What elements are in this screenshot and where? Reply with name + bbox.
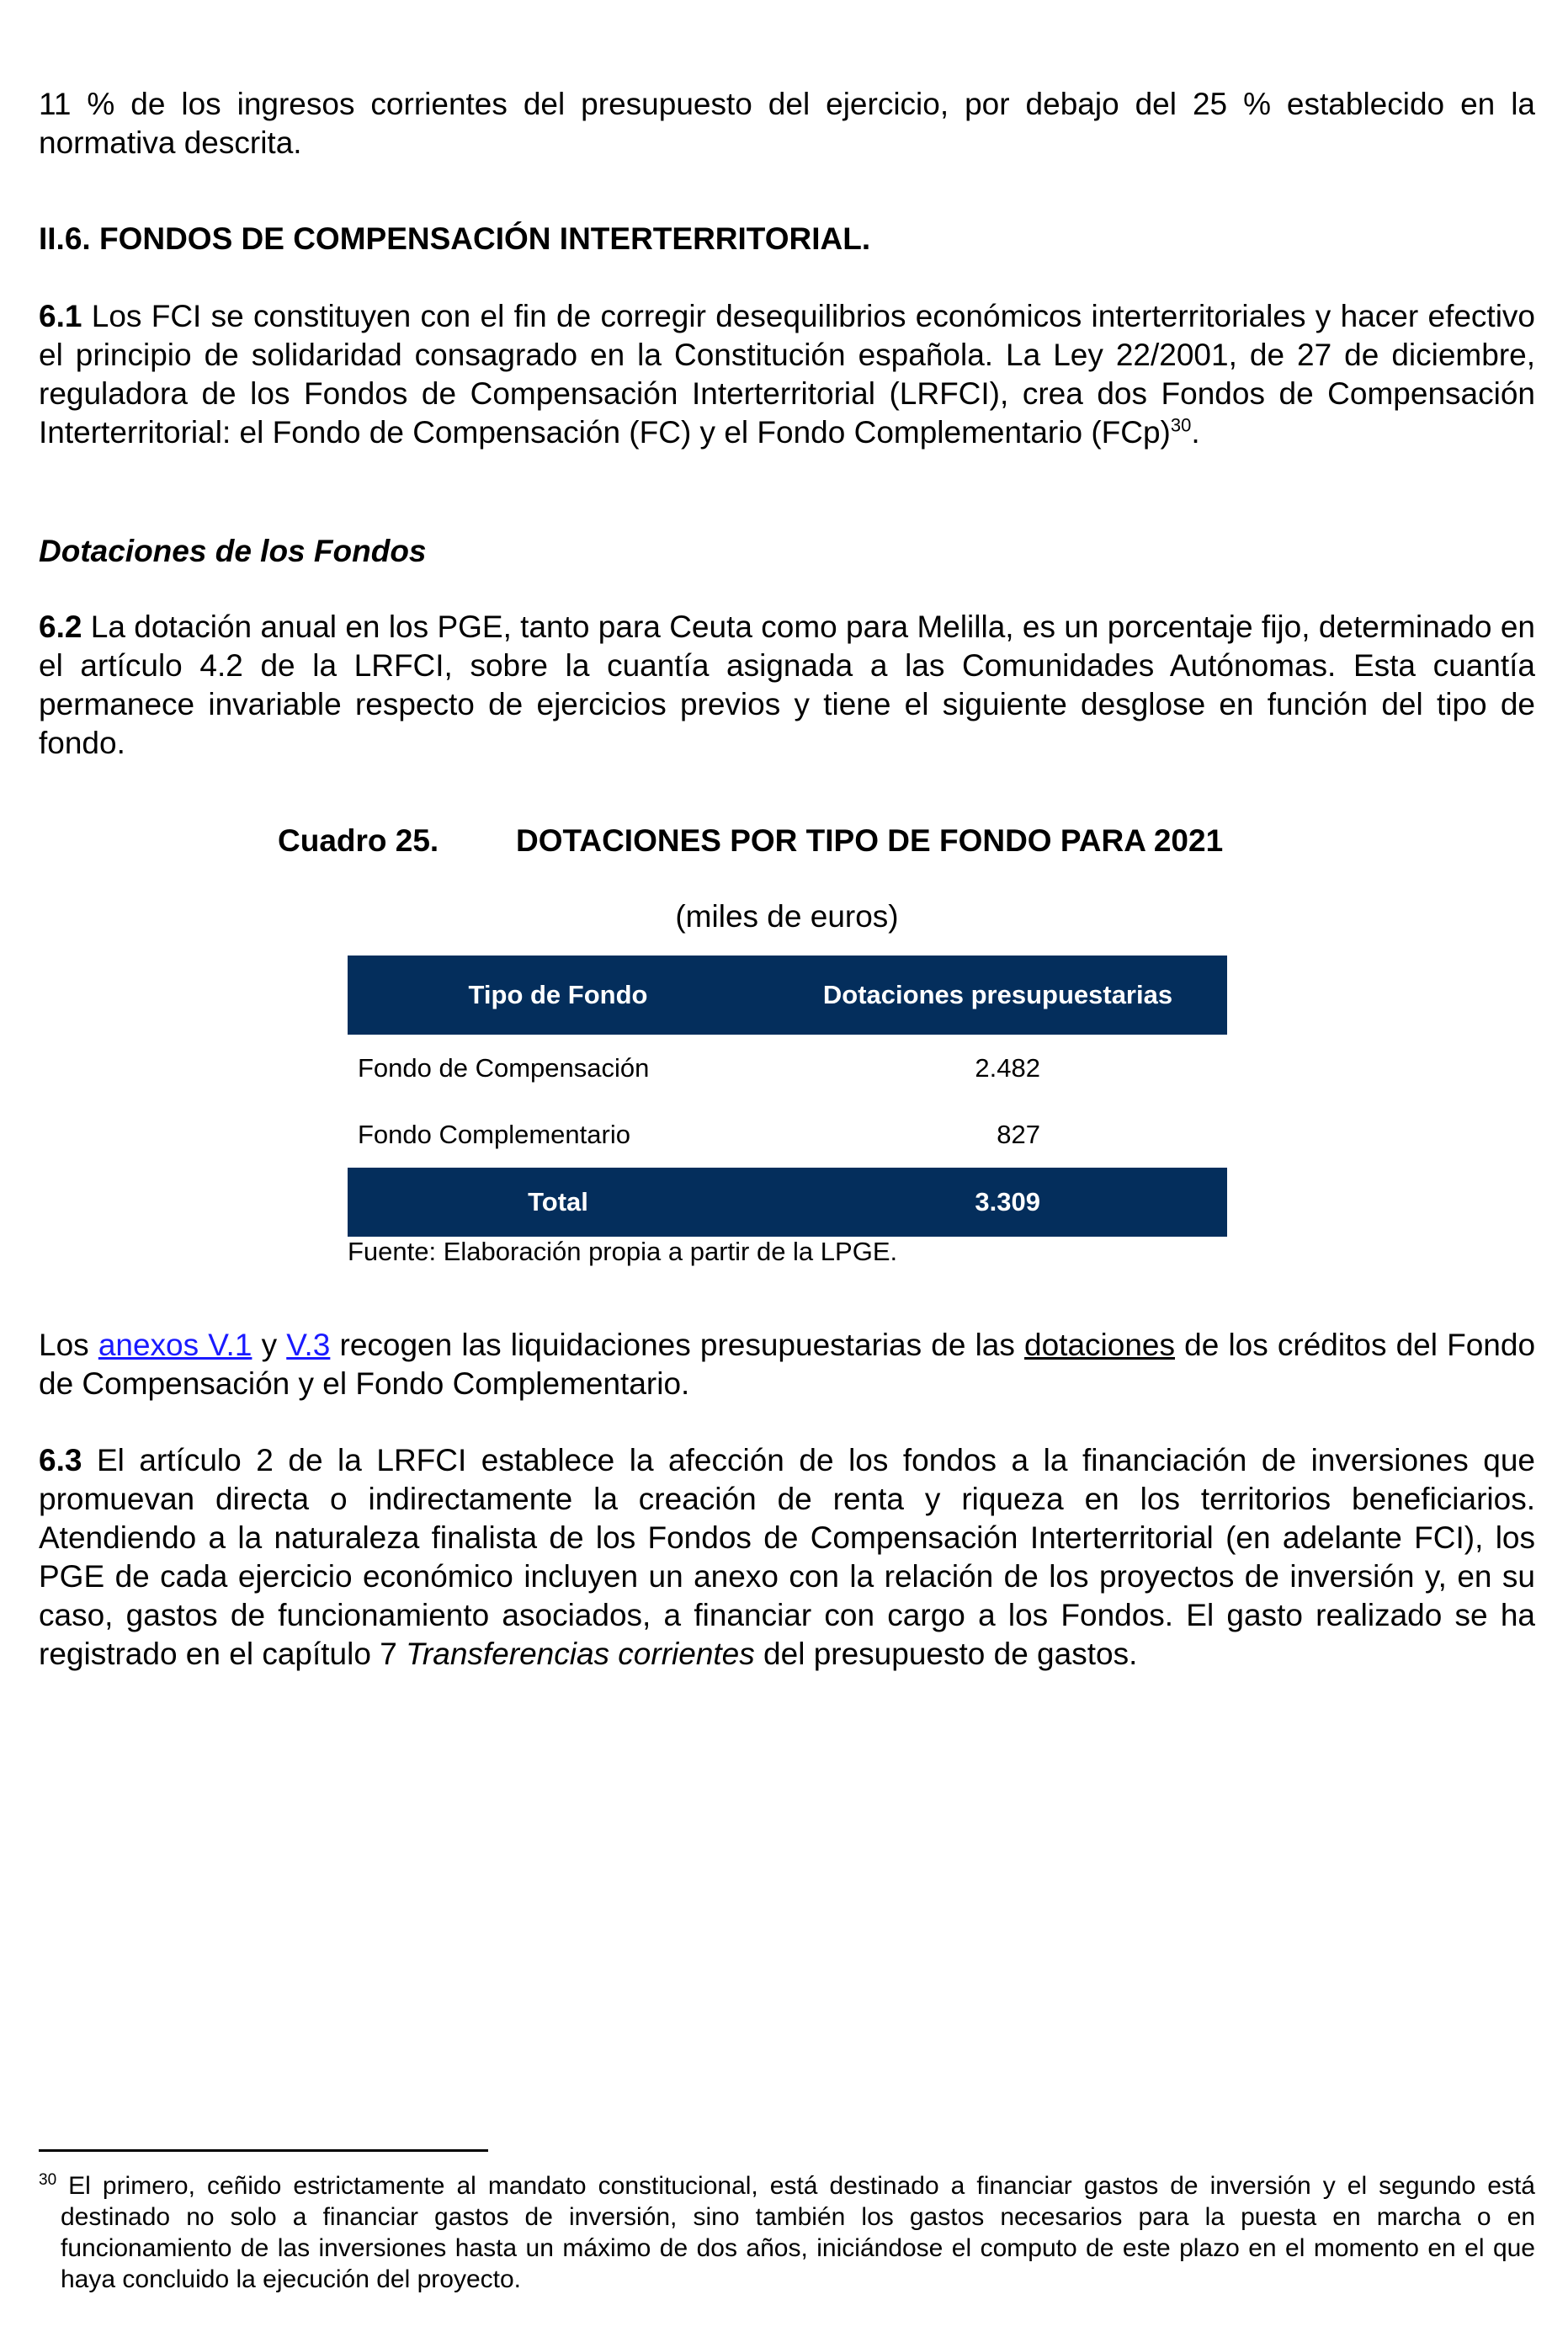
caption-number: Cuadro 25. bbox=[278, 823, 439, 858]
section-heading: II.6. FONDOS DE COMPENSACIÓN INTERTERRITORIAL. bbox=[39, 221, 871, 256]
header-allocations: Dotaciones presupuestarias bbox=[822, 980, 1173, 1009]
funds-table bbox=[348, 956, 1227, 1237]
intro-paragraph: 11 % de los ingresos corrientes del presupuesto del ejercicio, por debajo del 25 % establecido en la normativa descrita. bbox=[39, 87, 1535, 160]
caption-title: DOTACIONES POR TIPO DE FONDO PARA 2021 bbox=[516, 823, 1224, 858]
total-amount: 3.309 bbox=[975, 1187, 1040, 1216]
header-fund-type: Tipo de Fondo bbox=[468, 980, 648, 1009]
footnote-number: 30 bbox=[39, 2171, 57, 2189]
table-units: (miles de euros) bbox=[675, 899, 899, 934]
paragraph-text: Los FCI se constituyen con el fin de corregir desequilibrios económicos interterritoriales y hacer efectivo el principio de solidaridad consagrado en la Constitución española. La Ley 22/2001, de 27 de diciembre, reguladora de los Fondos de Compensación Interterritorial (LRFCI), crea dos Fondos de Compensación Interterritorial: el Fondo de Compensación (FC) y el Fondo Complementario (FCp) bbox=[39, 299, 1535, 450]
text: de los créditos del Fondo de Compensación y el Fondo Complementario. bbox=[39, 1328, 1536, 1401]
subheading: Dotaciones de los Fondos bbox=[39, 534, 427, 568]
table-header-row bbox=[348, 956, 1227, 1035]
total-label: Total bbox=[528, 1187, 588, 1216]
annex-v3-link[interactable]: V.3 bbox=[286, 1328, 331, 1362]
text: recogen las liquidaciones presupuestarias de las bbox=[330, 1328, 1025, 1362]
footnote-separator bbox=[39, 2149, 488, 2152]
paragraph-text: La dotación anual en los PGE, tanto para Ceuta como para Melilla, es un porcentaje fijo, determinado en el artículo 4.2 de la LRFCI, sobre la cuantía asignada a las Comunidades Autónomas. Esta cuantía permanece invariable respecto de ejercicios previos y tiene el siguiente desglose en función del tipo de fondo. bbox=[39, 610, 1535, 760]
annex-paragraph bbox=[39, 1326, 1535, 1403]
dotaciones-link[interactable]: dotaciones bbox=[1024, 1328, 1175, 1362]
annex-v1-link[interactable]: anexos V.1 bbox=[98, 1328, 252, 1362]
footnote-ref[interactable]: 30 bbox=[1170, 414, 1192, 436]
table-row bbox=[348, 1035, 1227, 1101]
paragraph-number: 6.2 bbox=[39, 610, 82, 644]
table-row bbox=[348, 1101, 1227, 1168]
text: y bbox=[252, 1328, 287, 1362]
table-total-row bbox=[348, 1168, 1227, 1237]
footnote bbox=[39, 2170, 1535, 2295]
fund-amount: 827 bbox=[997, 1119, 1040, 1149]
fund-name: Fondo Complementario bbox=[358, 1119, 630, 1149]
fund-amount: 2.482 bbox=[975, 1052, 1040, 1083]
paragraph-6-2 bbox=[39, 608, 1535, 763]
table-source: Fuente: Elaboración propia a partir de la LPGE. bbox=[348, 1237, 898, 1266]
italic-term: Transferencias corrientes bbox=[406, 1637, 755, 1671]
paragraph-end: . bbox=[1191, 415, 1200, 450]
paragraph-6-1 bbox=[39, 297, 1535, 452]
paragraph-text: El artículo 2 de la LRFCI establece la afección de los fondos a la financiación de inversiones que promuevan directa o indirectamente la creación de renta y riqueza en los territorios beneficiarios. Atendiendo a la naturaleza finalista de los Fondos de Compensación Interterritorial (en adelante FCI), los PGE de cada ejercicio económico incluyen un anexo con la relación de los proyectos de inversión y, en su caso, gastos de funcionamiento asociados, a financiar con cargo a los Fondos. El gasto realizado se ha registrado en el capítulo 7 bbox=[39, 1443, 1535, 1671]
paragraph-end: del presupuesto de gastos. bbox=[754, 1637, 1138, 1671]
paragraph-number: 6.3 bbox=[39, 1443, 82, 1477]
footnote-text: El primero, ceñido estrictamente al mandato constitucional, está destinado a financiar gastos de inversión y el segundo está destinado no solo a financiar gastos de inversión, sino también los gastos necesarios para la puesta en marcha o en funcionamiento de las inversiones hasta un máximo de dos años, iniciándose el computo de este plazo en el momento en el que haya concluido la ejecución del proyecto. bbox=[56, 2172, 1535, 2293]
paragraph-6-3 bbox=[39, 1441, 1535, 1674]
paragraph-number: 6.1 bbox=[39, 299, 82, 333]
fund-name: Fondo de Compensación bbox=[358, 1052, 650, 1083]
text: Los bbox=[39, 1328, 98, 1362]
